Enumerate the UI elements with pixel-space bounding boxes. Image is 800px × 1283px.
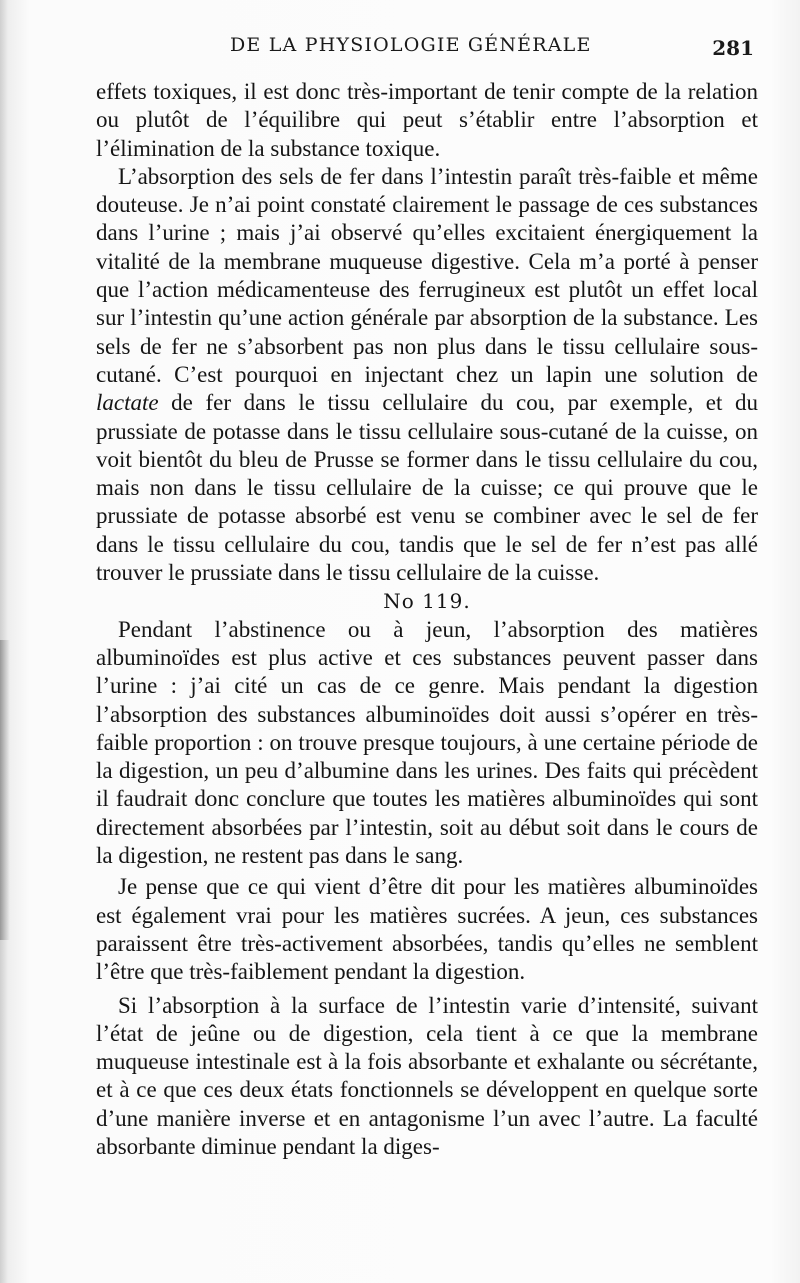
section-number-heading: No 119. (383, 589, 471, 614)
paragraph-5: Si l’absorption à la surface de l’intestin varie d’intensité, suivant l’état de jeûne ou de digestion, cela tient à ce que la membrane muqueuse intestinale est à la fois absorbante et exhalante ou sécrétante, et à ce que ces deux états fonctionnels se développent en quelque sorte d’une manière inverse et en antagonisme l’un avec l’autre. La faculté absorbante diminue pendant la diges- (96, 992, 758, 1159)
running-title: DE LA PHYSIOLOGIE GÉNÉRALE (230, 34, 592, 56)
paragraph-2 (96, 163, 758, 587)
paragraph-1: effets toxiques, il est donc très-important de tenir compte de la relation ou plutôt de l’équilibre qui peut s’établir entre l’absorption et l’élimination de la substance toxique. (96, 79, 758, 161)
paragraph-2-part-2: de fer dans le tissu cellulaire du cou, par exemple, et du prussiate de potasse dans le tissu cellulaire sous-cutané de la cuisse, on voit bientôt du bleu de Prusse se former dans le tissu cellulaire du cou, mais non dans le tissu cellulaire de la cuisse; ce qui prouve que le prussiate de potasse absorbé est venu se combiner avec le sel de fer dans le tissu cellulaire du cou, tandis que le sel de fer n’est pas allé trouver le prussiate dans le tissu cellulaire de la cuisse. (96, 390, 758, 586)
page-number: 281 (712, 36, 754, 60)
paragraph-4: Je pense que ce qui vient d’être dit pour les matières albuminoïdes est également vrai pour les matières sucrées. A jeun, ces substances paraissent être très-activement absorbées, tandis qu’elles ne semblent l’être que très-faiblement pendant la digestion. (96, 874, 758, 985)
paragraph-2-part-1: L’absorption des sels de fer dans l’intestin paraît très-faible et même douteuse. Je n’ai point constaté clairement le passage de ces substances dans l’urine ; mais j’ai observé qu’elles excitaient énergiquement la vitalité de la membrane muqueuse digestive. Cela m’a porté à penser que l’action médicamenteuse des ferrugineux est plutôt un effet local sur l’intestin qu’une action générale par absorption de la substance. Les sels de fer ne s’absorbent pas non plus dans le tissu cellulaire sous-cutané. C’est pourquoi en injectant chez un lapin une solution de (96, 163, 758, 387)
paragraph-3: Pendant l’abstinence ou à jeun, l’absorption des matières albuminoïdes est plus active et ces substances peuvent passer dans l’urine : j’ai cité un cas de ce genre. Mais pendant la digestion l’absorption des substances albuminoïdes doit aussi s’opérer en très-faible proportion : on trouve presque toujours, à une certaine période de la digestion, un peu d’albumine dans les urines. Des faits qui précèdent il faudrait donc conclure que toutes les matières albuminoïdes qui sont directement absorbées par l’intestin, soit au début soit dans le cours de la digestion, ne restent pas dans le sang. (96, 616, 758, 869)
page-body (96, 78, 758, 1161)
running-header (96, 34, 756, 64)
page-binding-shadow (0, 640, 10, 940)
paragraph-2-italic-term: lactate (96, 390, 159, 416)
